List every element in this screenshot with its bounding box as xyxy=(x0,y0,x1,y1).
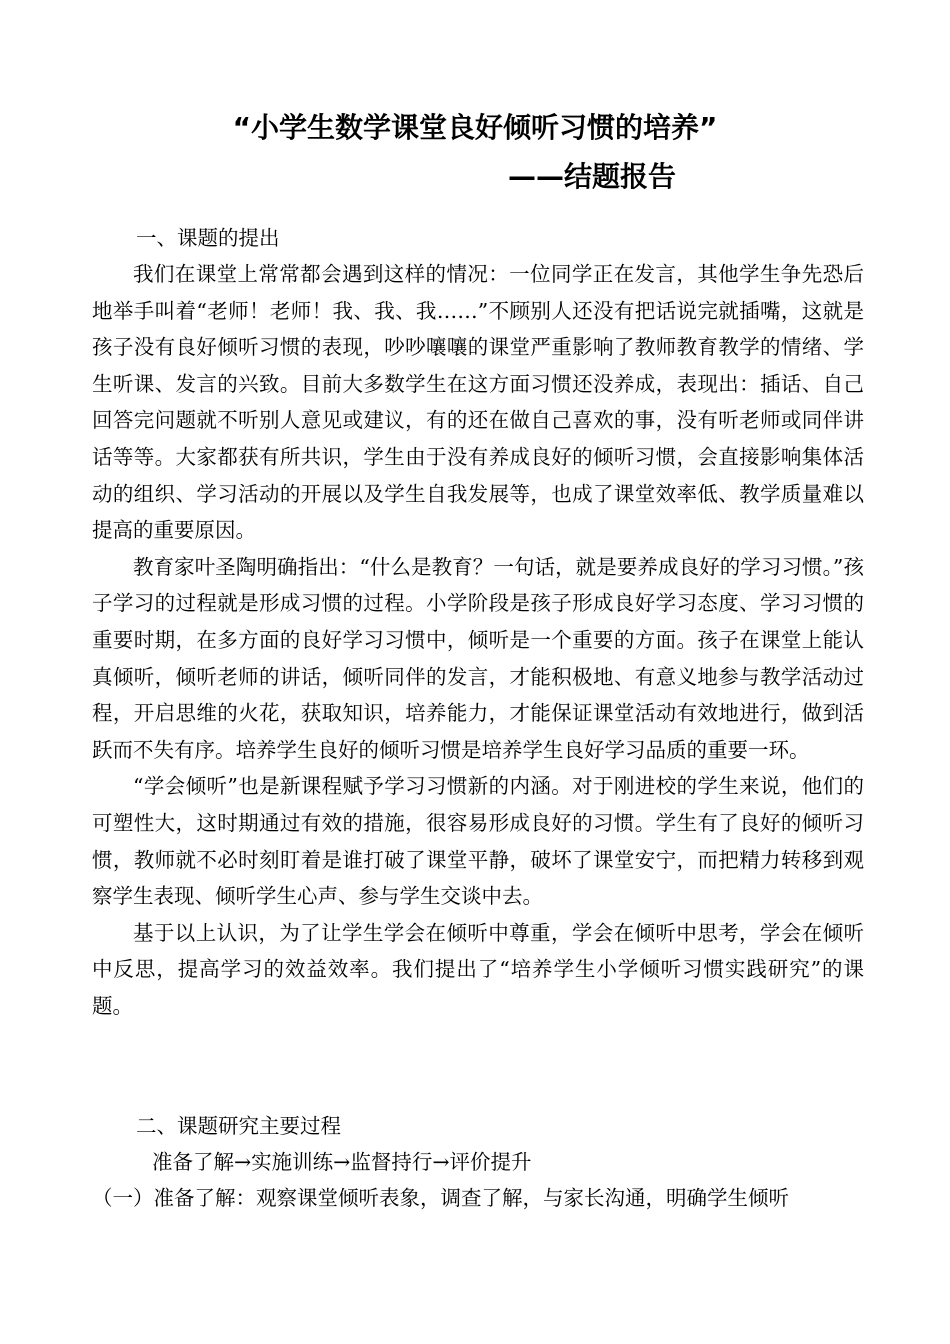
section-1-heading: 一、课题的提出 xyxy=(136,226,280,250)
section-2-heading: 二、课题研究主要过程 xyxy=(136,1114,341,1138)
section-1-body xyxy=(92,256,864,1024)
section-2-item-1: （一）准备了解：观察课堂倾听表象，调查了解，与家长沟通，明确学生倾听 xyxy=(92,1186,789,1210)
paragraph-2: 教育家叶圣陶明确指出：“什么是教育？一句话，就是要养成良好的学习习惯。”孩子学习的过程就是形成习惯的过程。小学阶段是孩子形成良好学习态度、学习习惯的重要时期，在多方面的良好学习习惯中，倾听是一个重要的方面。孩子在课堂上能认真倾听，倾听老师的讲话，倾听同伴的发言，才能积极地、有意义地参与教学活动过程，开启思维的火花，获取知识，培养能力，才能保证课堂活动有效地进行，做到活跃而不失有序。培养学生良好的倾听习惯是培养学生良好学习品质的重要一环。 xyxy=(92,554,864,762)
document-title: “小学生数学课堂良好倾听习惯的培养” xyxy=(232,111,718,144)
paragraph-1: 我们在课堂上常常都会遇到这样的情况：一位同学正在发言，其他学生争先恐后地举手叫着“老师！老师！我、我、我……”不顾别人还没有把话说完就插嘴，这就是孩子没有良好倾听习惯的表现，吵吵嚷嚷的课堂严重影响了教师教育教学的情绪、学生听课、发言的兴致。目前大多数学生在这方面习惯还没养成，表现出：插话、自己回答完问题就不听别人意见或建议，有的还在做自己喜欢的事，没有听老师或同伴讲话等等。大家都获有所共识，学生由于没有养成良好的倾听习惯，会直接影响集体活动的组织、学习活动的开展以及学生自我发展等，也成了课堂效率低、教学质量难以提高的重要原因。 xyxy=(92,262,864,543)
document-subtitle: ——结题报告 xyxy=(508,160,677,193)
paragraph-4: 基于以上认识，为了让学生学会在倾听中尊重，学会在倾听中思考，学会在倾听中反思，提高学习的效益效率。我们提出了“培养学生小学倾听习惯实践研究”的课题。 xyxy=(92,920,864,1018)
paragraph-3: “学会倾听”也是新课程赋予学习习惯新的内涵。对于刚进校的学生来说，他们的可塑性大，这时期通过有效的措施，很容易形成良好的习惯。学生有了良好的倾听习惯，教师就不必时刻盯着是谁打破了课堂平静，破坏了课堂安宁，而把精力转移到观察学生表现、倾听学生心声、参与学生交谈中去。 xyxy=(92,774,864,909)
research-flow: 准备了解→实施训练→监督持行→评价提升 xyxy=(152,1150,532,1174)
